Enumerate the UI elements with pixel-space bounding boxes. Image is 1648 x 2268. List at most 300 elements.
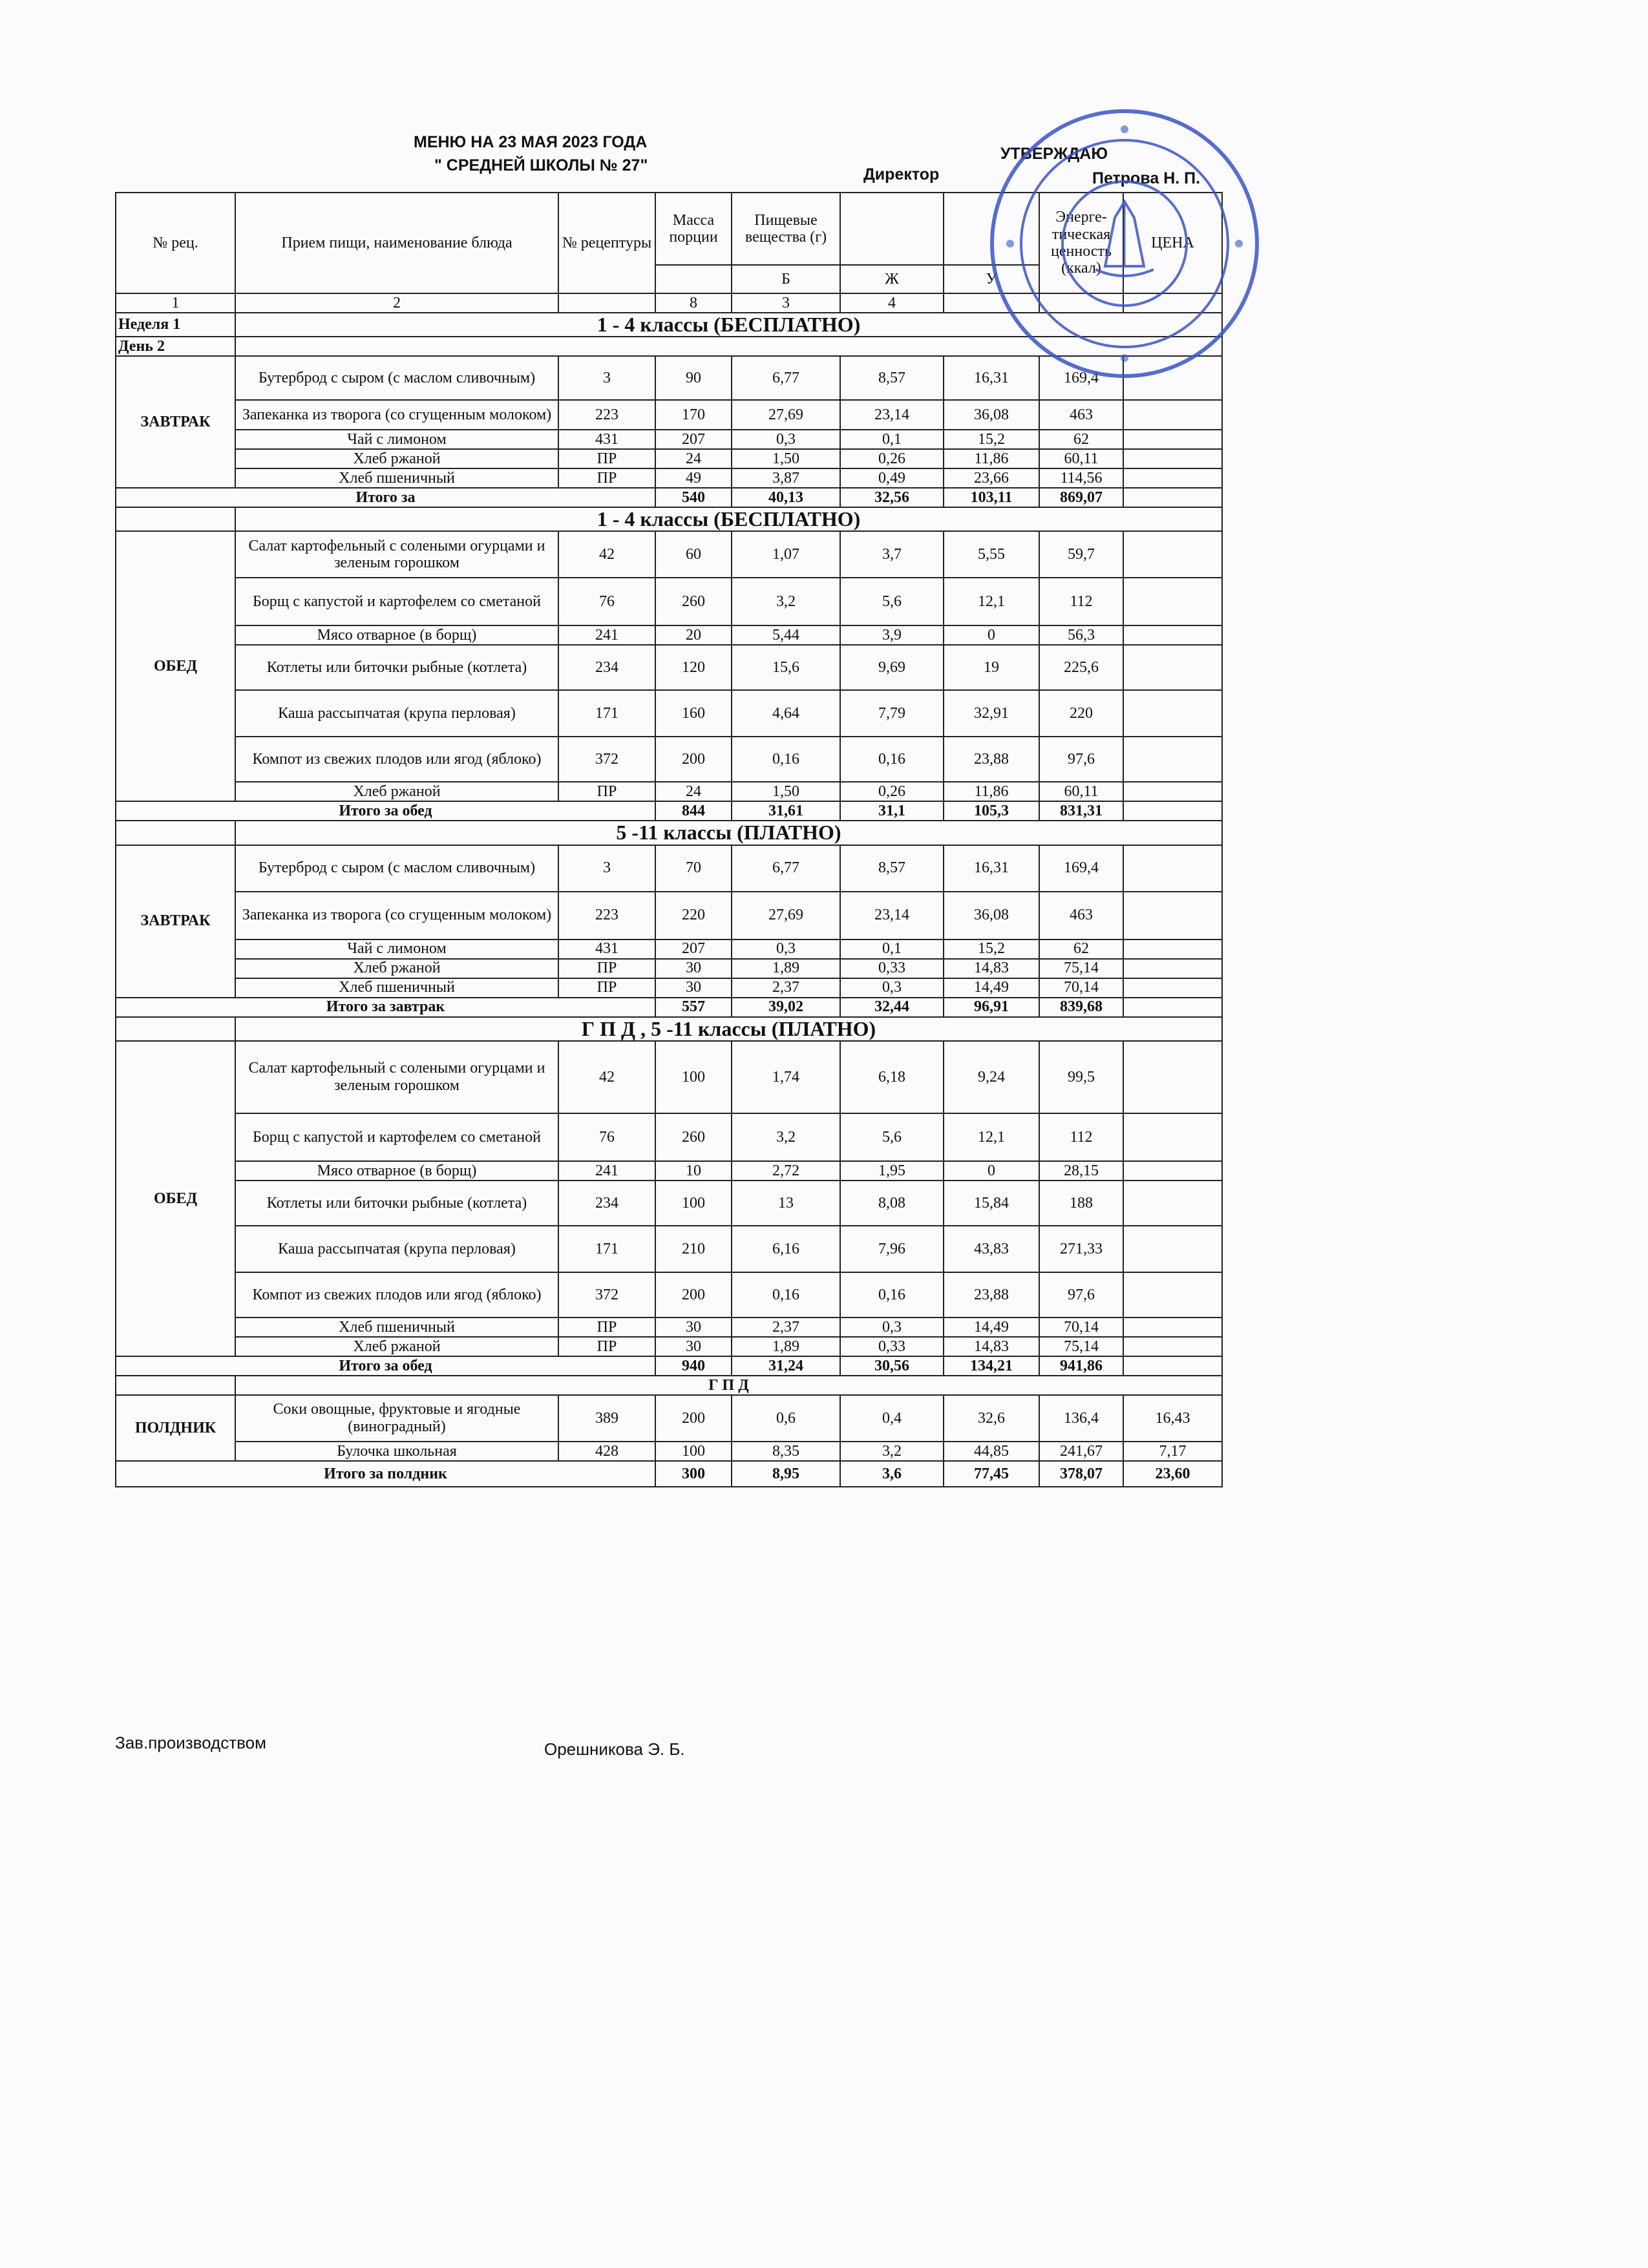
price-value — [1123, 430, 1222, 449]
carb-value: 14,83 — [944, 959, 1039, 978]
chef-name: Орешникова Э. Б. — [544, 1739, 685, 1759]
fat-value: 0,1 — [840, 940, 944, 959]
dish-name: Хлеб пшеничный — [235, 978, 558, 998]
table-row — [116, 690, 1222, 737]
fat-value: 5,6 — [840, 578, 944, 625]
carb-value: 9,24 — [944, 1041, 1039, 1113]
dish-name: Борщ с капустой и картофелем со сметаной — [235, 1113, 558, 1161]
price-value — [1123, 1181, 1222, 1226]
total-mass: 844 — [655, 801, 732, 821]
meal-label: ОБЕД — [116, 1041, 235, 1356]
recipe-number: 171 — [558, 690, 655, 737]
portion-mass: 200 — [655, 1272, 732, 1318]
dish-name: Хлеб ржаной — [235, 959, 558, 978]
recipe-number: ПР — [558, 1318, 655, 1337]
portion-mass: 30 — [655, 959, 732, 978]
price-value — [1123, 1318, 1222, 1337]
protein-value: 1,89 — [732, 959, 840, 978]
portion-mass: 207 — [655, 430, 732, 449]
price-value — [1123, 625, 1222, 645]
portion-mass: 30 — [655, 1337, 732, 1356]
carb-value: 15,2 — [944, 940, 1039, 959]
energy-value: 75,14 — [1039, 1337, 1123, 1356]
portion-mass: 49 — [655, 468, 732, 488]
price-value — [1123, 468, 1222, 488]
carb-value: 14,49 — [944, 978, 1039, 998]
table-row — [116, 978, 1222, 998]
table-row — [116, 578, 1222, 625]
energy-value: 59,7 — [1039, 531, 1123, 578]
school-name: " СРЕДНЕЙ ШКОЛЫ № 27" — [434, 156, 648, 174]
carb-value: 0 — [944, 625, 1039, 645]
fat-value: 3,7 — [840, 531, 944, 578]
protein-value: 0,3 — [732, 430, 840, 449]
fat-value: 23,14 — [840, 400, 944, 430]
energy-value: 70,14 — [1039, 978, 1123, 998]
portion-mass: 100 — [655, 1181, 732, 1226]
energy-value: 188 — [1039, 1181, 1123, 1226]
protein-value: 3,87 — [732, 468, 840, 488]
protein-value: 3,2 — [732, 578, 840, 625]
portion-mass: 70 — [655, 845, 732, 892]
portion-mass: 200 — [655, 1395, 732, 1442]
protein-value: 27,69 — [732, 892, 840, 940]
energy-value: 169,4 — [1039, 356, 1123, 400]
protein-value: 15,6 — [732, 645, 840, 690]
menu-title: МЕНЮ НА 23 МАЯ 2023 ГОДА — [414, 133, 648, 151]
portion-mass: 170 — [655, 400, 732, 430]
carb-value: 23,88 — [944, 1272, 1039, 1318]
dish-name: Бутерброд с сыром (с маслом сливочным) — [235, 845, 558, 892]
portion-mass: 100 — [655, 1442, 732, 1461]
recipe-number: 431 — [558, 430, 655, 449]
table-row — [116, 1395, 1222, 1442]
energy-value: 136,4 — [1039, 1395, 1123, 1442]
protein-value: 2,37 — [732, 1318, 840, 1337]
price-value — [1123, 782, 1222, 801]
meal-label: ОБЕД — [116, 531, 235, 801]
director-name: Петрова Н. П. — [1092, 169, 1201, 187]
total-price — [1123, 488, 1222, 507]
fat-value: 3,9 — [840, 625, 944, 645]
table-row — [116, 1337, 1222, 1356]
energy-value: 60,11 — [1039, 449, 1123, 468]
recipe-number: 389 — [558, 1395, 655, 1442]
header-rec-no: № рец. — [116, 193, 235, 293]
total-fat: 3,6 — [840, 1461, 944, 1487]
dish-name: Салат картофельный с солеными огурцами и зеленым горошком — [235, 1041, 558, 1113]
total-carb: 77,45 — [944, 1461, 1039, 1487]
total-mass: 940 — [655, 1356, 732, 1376]
total-mass: 557 — [655, 998, 732, 1017]
table-row — [116, 1161, 1222, 1181]
section-title: 5 -11 классы (ПЛАТНО) — [235, 821, 1222, 845]
protein-value: 1,07 — [732, 531, 840, 578]
recipe-number: 428 — [558, 1442, 655, 1461]
total-fat: 32,44 — [840, 998, 944, 1017]
table-row — [116, 1318, 1222, 1337]
protein-value: 0,6 — [732, 1395, 840, 1442]
protein-value: 27,69 — [732, 400, 840, 430]
carb-value: 14,83 — [944, 1337, 1039, 1356]
table-row — [116, 959, 1222, 978]
dish-name: Булочка школьная — [235, 1442, 558, 1461]
fat-value: 0,1 — [840, 430, 944, 449]
fat-value: 7,96 — [840, 1226, 944, 1272]
energy-value: 112 — [1039, 578, 1123, 625]
total-energy: 869,07 — [1039, 488, 1123, 507]
header-col-2: 2 — [235, 293, 558, 313]
total-row — [116, 801, 1222, 821]
portion-mass: 120 — [655, 645, 732, 690]
dish-name: Борщ с капустой и картофелем со сметаной — [235, 578, 558, 625]
total-label: Итого за полдник — [116, 1461, 655, 1487]
total-label: Итого за завтрак — [116, 998, 655, 1017]
energy-value: 62 — [1039, 430, 1123, 449]
carb-value: 15,2 — [944, 430, 1039, 449]
total-protein: 39,02 — [732, 998, 840, 1017]
table-row — [116, 1272, 1222, 1318]
portion-mass: 24 — [655, 782, 732, 801]
total-label: Итого за обед — [116, 801, 655, 821]
total-row — [116, 1461, 1222, 1487]
energy-value: 75,14 — [1039, 959, 1123, 978]
section-title: Г П Д — [235, 1376, 1222, 1395]
table-row — [116, 1041, 1222, 1113]
protein-value: 6,77 — [732, 356, 840, 400]
fat-value: 7,79 — [840, 690, 944, 737]
price-value — [1123, 400, 1222, 430]
portion-mass: 220 — [655, 892, 732, 940]
total-energy: 941,86 — [1039, 1356, 1123, 1376]
approve-label: УТВЕРЖДАЮ — [1000, 145, 1108, 163]
carb-value: 0 — [944, 1161, 1039, 1181]
recipe-number: 234 — [558, 1181, 655, 1226]
fat-value: 0,26 — [840, 449, 944, 468]
protein-value: 1,50 — [732, 449, 840, 468]
total-price: 23,60 — [1123, 1461, 1222, 1487]
carb-value: 16,31 — [944, 356, 1039, 400]
header-nutrients: Пищевые вещества (г) — [732, 193, 840, 265]
recipe-number: ПР — [558, 449, 655, 468]
carb-value: 12,1 — [944, 578, 1039, 625]
fat-value: 23,14 — [840, 892, 944, 940]
total-fat: 31,1 — [840, 801, 944, 821]
energy-value: 271,33 — [1039, 1226, 1123, 1272]
price-value — [1123, 978, 1222, 998]
dish-name: Бутерброд с сыром (с маслом сливочным) — [235, 356, 558, 400]
price-value — [1123, 1161, 1222, 1181]
recipe-number: 42 — [558, 531, 655, 578]
total-fat: 32,56 — [840, 488, 944, 507]
total-carb: 103,11 — [944, 488, 1039, 507]
total-row — [116, 998, 1222, 1017]
total-label: Итого за обед — [116, 1356, 655, 1376]
dish-name: Хлеб ржаной — [235, 782, 558, 801]
price-value — [1123, 449, 1222, 468]
price-value — [1123, 845, 1222, 892]
protein-value: 8,35 — [732, 1442, 840, 1461]
price-value — [1123, 1041, 1222, 1113]
portion-mass: 210 — [655, 1226, 732, 1272]
recipe-number: 3 — [558, 845, 655, 892]
portion-mass: 10 — [655, 1161, 732, 1181]
dish-name: Хлеб пшеничный — [235, 468, 558, 488]
table-row — [116, 1113, 1222, 1161]
fat-value: 8,08 — [840, 1181, 944, 1226]
recipe-number: 372 — [558, 737, 655, 782]
total-mass: 540 — [655, 488, 732, 507]
energy-value: 225,6 — [1039, 645, 1123, 690]
protein-value: 2,72 — [732, 1161, 840, 1181]
total-price — [1123, 998, 1222, 1017]
carb-value: 5,55 — [944, 531, 1039, 578]
table-row — [116, 1226, 1222, 1272]
carb-value: 16,31 — [944, 845, 1039, 892]
table-row — [116, 845, 1222, 892]
fat-value: 3,2 — [840, 1442, 944, 1461]
recipe-number: ПР — [558, 959, 655, 978]
header-col-8: 8 — [655, 293, 732, 313]
header-recipe-no: № рецептуры — [558, 193, 655, 293]
protein-value: 0,16 — [732, 1272, 840, 1318]
total-mass: 300 — [655, 1461, 732, 1487]
protein-value: 1,74 — [732, 1041, 840, 1113]
portion-mass: 60 — [655, 531, 732, 578]
price-value — [1123, 1272, 1222, 1318]
fat-value: 0,33 — [840, 1337, 944, 1356]
protein-value: 4,64 — [732, 690, 840, 737]
price-value: 7,17 — [1123, 1442, 1222, 1461]
section-title: Г П Д , 5 -11 классы (ПЛАТНО) — [235, 1017, 1222, 1041]
header-mass: Масса порции — [655, 193, 732, 265]
energy-value: 114,56 — [1039, 468, 1123, 488]
dish-name: Мясо отварное (в борщ) — [235, 1161, 558, 1181]
price-value — [1123, 1226, 1222, 1272]
table-row — [116, 625, 1222, 645]
protein-value: 1,89 — [732, 1337, 840, 1356]
fat-value: 0,49 — [840, 468, 944, 488]
table-row — [116, 782, 1222, 801]
price-value — [1123, 1337, 1222, 1356]
fat-value: 0,33 — [840, 959, 944, 978]
price-value — [1123, 578, 1222, 625]
dish-name: Каша рассыпчатая (крупа перловая) — [235, 1226, 558, 1272]
portion-mass: 207 — [655, 940, 732, 959]
energy-value: 463 — [1039, 400, 1123, 430]
price-value — [1123, 959, 1222, 978]
recipe-number: ПР — [558, 782, 655, 801]
table-row — [116, 449, 1222, 468]
energy-value: 97,6 — [1039, 1272, 1123, 1318]
protein-value: 5,44 — [732, 625, 840, 645]
meal-label: ЗАВТРАК — [116, 356, 235, 488]
total-energy: 378,07 — [1039, 1461, 1123, 1487]
fat-value: 9,69 — [840, 645, 944, 690]
recipe-number: 234 — [558, 645, 655, 690]
total-label: Итого за — [116, 488, 655, 507]
dish-name: Каша рассыпчатая (крупа перловая) — [235, 690, 558, 737]
energy-value: 56,3 — [1039, 625, 1123, 645]
carb-value: 23,66 — [944, 468, 1039, 488]
dish-name: Компот из свежих плодов или ягод (яблоко) — [235, 737, 558, 782]
recipe-number: 431 — [558, 940, 655, 959]
energy-value: 241,67 — [1039, 1442, 1123, 1461]
protein-value: 6,16 — [732, 1226, 840, 1272]
carb-value: 32,6 — [944, 1395, 1039, 1442]
protein-value: 1,50 — [732, 782, 840, 801]
header-meal-name: Прием пищи, наименование блюда — [235, 193, 558, 293]
protein-value: 6,77 — [732, 845, 840, 892]
table-row — [116, 400, 1222, 430]
recipe-number: 42 — [558, 1041, 655, 1113]
price-value — [1123, 737, 1222, 782]
fat-value: 8,57 — [840, 356, 944, 400]
table-row — [116, 892, 1222, 940]
dish-name: Запеканка из творога (со сгущенным молоком) — [235, 400, 558, 430]
day-label: День 2 — [116, 337, 235, 356]
portion-mass: 90 — [655, 356, 732, 400]
energy-value: 28,15 — [1039, 1161, 1123, 1181]
protein-value: 3,2 — [732, 1113, 840, 1161]
header-col-1: 1 — [116, 293, 235, 313]
director-label: Директор — [863, 165, 940, 184]
fat-value: 8,57 — [840, 845, 944, 892]
fat-value: 0,3 — [840, 978, 944, 998]
energy-value: 60,11 — [1039, 782, 1123, 801]
energy-value: 70,14 — [1039, 1318, 1123, 1337]
protein-value: 0,16 — [732, 737, 840, 782]
carb-value: 12,1 — [944, 1113, 1039, 1161]
energy-value: 463 — [1039, 892, 1123, 940]
portion-mass: 200 — [655, 737, 732, 782]
dish-name: Хлеб пшеничный — [235, 1318, 558, 1337]
total-carb: 96,91 — [944, 998, 1039, 1017]
energy-value: 99,5 — [1039, 1041, 1123, 1113]
total-row — [116, 488, 1222, 507]
fat-value: 0,16 — [840, 1272, 944, 1318]
fat-value: 0,4 — [840, 1395, 944, 1442]
price-value — [1123, 940, 1222, 959]
table-row — [116, 645, 1222, 690]
total-carb: 134,21 — [944, 1356, 1039, 1376]
protein-value: 0,3 — [732, 940, 840, 959]
fat-value: 0,16 — [840, 737, 944, 782]
total-row — [116, 1356, 1222, 1376]
energy-value: 112 — [1039, 1113, 1123, 1161]
recipe-number: 372 — [558, 1272, 655, 1318]
recipe-number: 3 — [558, 356, 655, 400]
table-row — [116, 940, 1222, 959]
recipe-number: ПР — [558, 1337, 655, 1356]
section-title: 1 - 4 классы (БЕСПЛАТНО) — [235, 313, 1222, 337]
dish-name: Котлеты или биточки рыбные (котлета) — [235, 1181, 558, 1226]
dish-name: Хлеб ржаной — [235, 1337, 558, 1356]
portion-mass: 260 — [655, 578, 732, 625]
recipe-number: 223 — [558, 892, 655, 940]
price-value — [1123, 690, 1222, 737]
carb-value: 19 — [944, 645, 1039, 690]
price-value — [1123, 1113, 1222, 1161]
energy-value: 97,6 — [1039, 737, 1123, 782]
carb-value: 36,08 — [944, 400, 1039, 430]
recipe-number: 223 — [558, 400, 655, 430]
carb-value: 43,83 — [944, 1226, 1039, 1272]
total-protein: 31,24 — [732, 1356, 840, 1376]
week-label: Неделя 1 — [116, 313, 235, 337]
energy-value: 169,4 — [1039, 845, 1123, 892]
recipe-number: ПР — [558, 978, 655, 998]
dish-name: Чай с лимоном — [235, 940, 558, 959]
fat-value: 1,95 — [840, 1161, 944, 1181]
total-protein: 40,13 — [732, 488, 840, 507]
dish-name: Компот из свежих плодов или ягод (яблоко) — [235, 1272, 558, 1318]
recipe-number: 241 — [558, 625, 655, 645]
dish-name: Салат картофельный с солеными огурцами и зеленым горошком — [235, 531, 558, 578]
total-protein: 8,95 — [732, 1461, 840, 1487]
portion-mass: 100 — [655, 1041, 732, 1113]
fat-value: 6,18 — [840, 1041, 944, 1113]
carb-value: 36,08 — [944, 892, 1039, 940]
carb-value: 11,86 — [944, 449, 1039, 468]
carb-value: 11,86 — [944, 782, 1039, 801]
carb-value: 32,91 — [944, 690, 1039, 737]
fat-value: 0,26 — [840, 782, 944, 801]
energy-value: 220 — [1039, 690, 1123, 737]
header-b: Б — [732, 265, 840, 293]
total-fat: 30,56 — [840, 1356, 944, 1376]
protein-value: 13 — [732, 1181, 840, 1226]
protein-value: 2,37 — [732, 978, 840, 998]
portion-mass: 30 — [655, 1318, 732, 1337]
recipe-number: 76 — [558, 1113, 655, 1161]
carb-value: 15,84 — [944, 1181, 1039, 1226]
total-energy: 839,68 — [1039, 998, 1123, 1017]
price-value — [1123, 531, 1222, 578]
portion-mass: 160 — [655, 690, 732, 737]
price-value — [1123, 645, 1222, 690]
meal-label: ПОЛДНИК — [116, 1395, 235, 1461]
table-row — [116, 531, 1222, 578]
carb-value: 14,49 — [944, 1318, 1039, 1337]
chef-label: Зав.производством — [115, 1733, 266, 1752]
header-col-3: 3 — [732, 293, 840, 313]
carb-value: 44,85 — [944, 1442, 1039, 1461]
portion-mass: 30 — [655, 978, 732, 998]
total-price — [1123, 801, 1222, 821]
table-row — [116, 430, 1222, 449]
official-stamp-seal — [986, 105, 1263, 383]
energy-value: 62 — [1039, 940, 1123, 959]
table-row — [116, 1442, 1222, 1461]
section-title: 1 - 4 классы (БЕСПЛАТНО) — [235, 507, 1222, 531]
total-carb: 105,3 — [944, 801, 1039, 821]
dish-name: Чай с лимоном — [235, 430, 558, 449]
total-protein: 31,61 — [732, 801, 840, 821]
fat-value: 5,6 — [840, 1113, 944, 1161]
meal-label: ЗАВТРАК — [116, 845, 235, 998]
recipe-number: ПР — [558, 468, 655, 488]
total-price — [1123, 1356, 1222, 1376]
carb-value: 23,88 — [944, 737, 1039, 782]
portion-mass: 260 — [655, 1113, 732, 1161]
recipe-number: 76 — [558, 578, 655, 625]
price-value: 16,43 — [1123, 1395, 1222, 1442]
table-row — [116, 737, 1222, 782]
header-u: У — [944, 265, 1039, 293]
recipe-number: 241 — [558, 1161, 655, 1181]
recipe-number: 171 — [558, 1226, 655, 1272]
